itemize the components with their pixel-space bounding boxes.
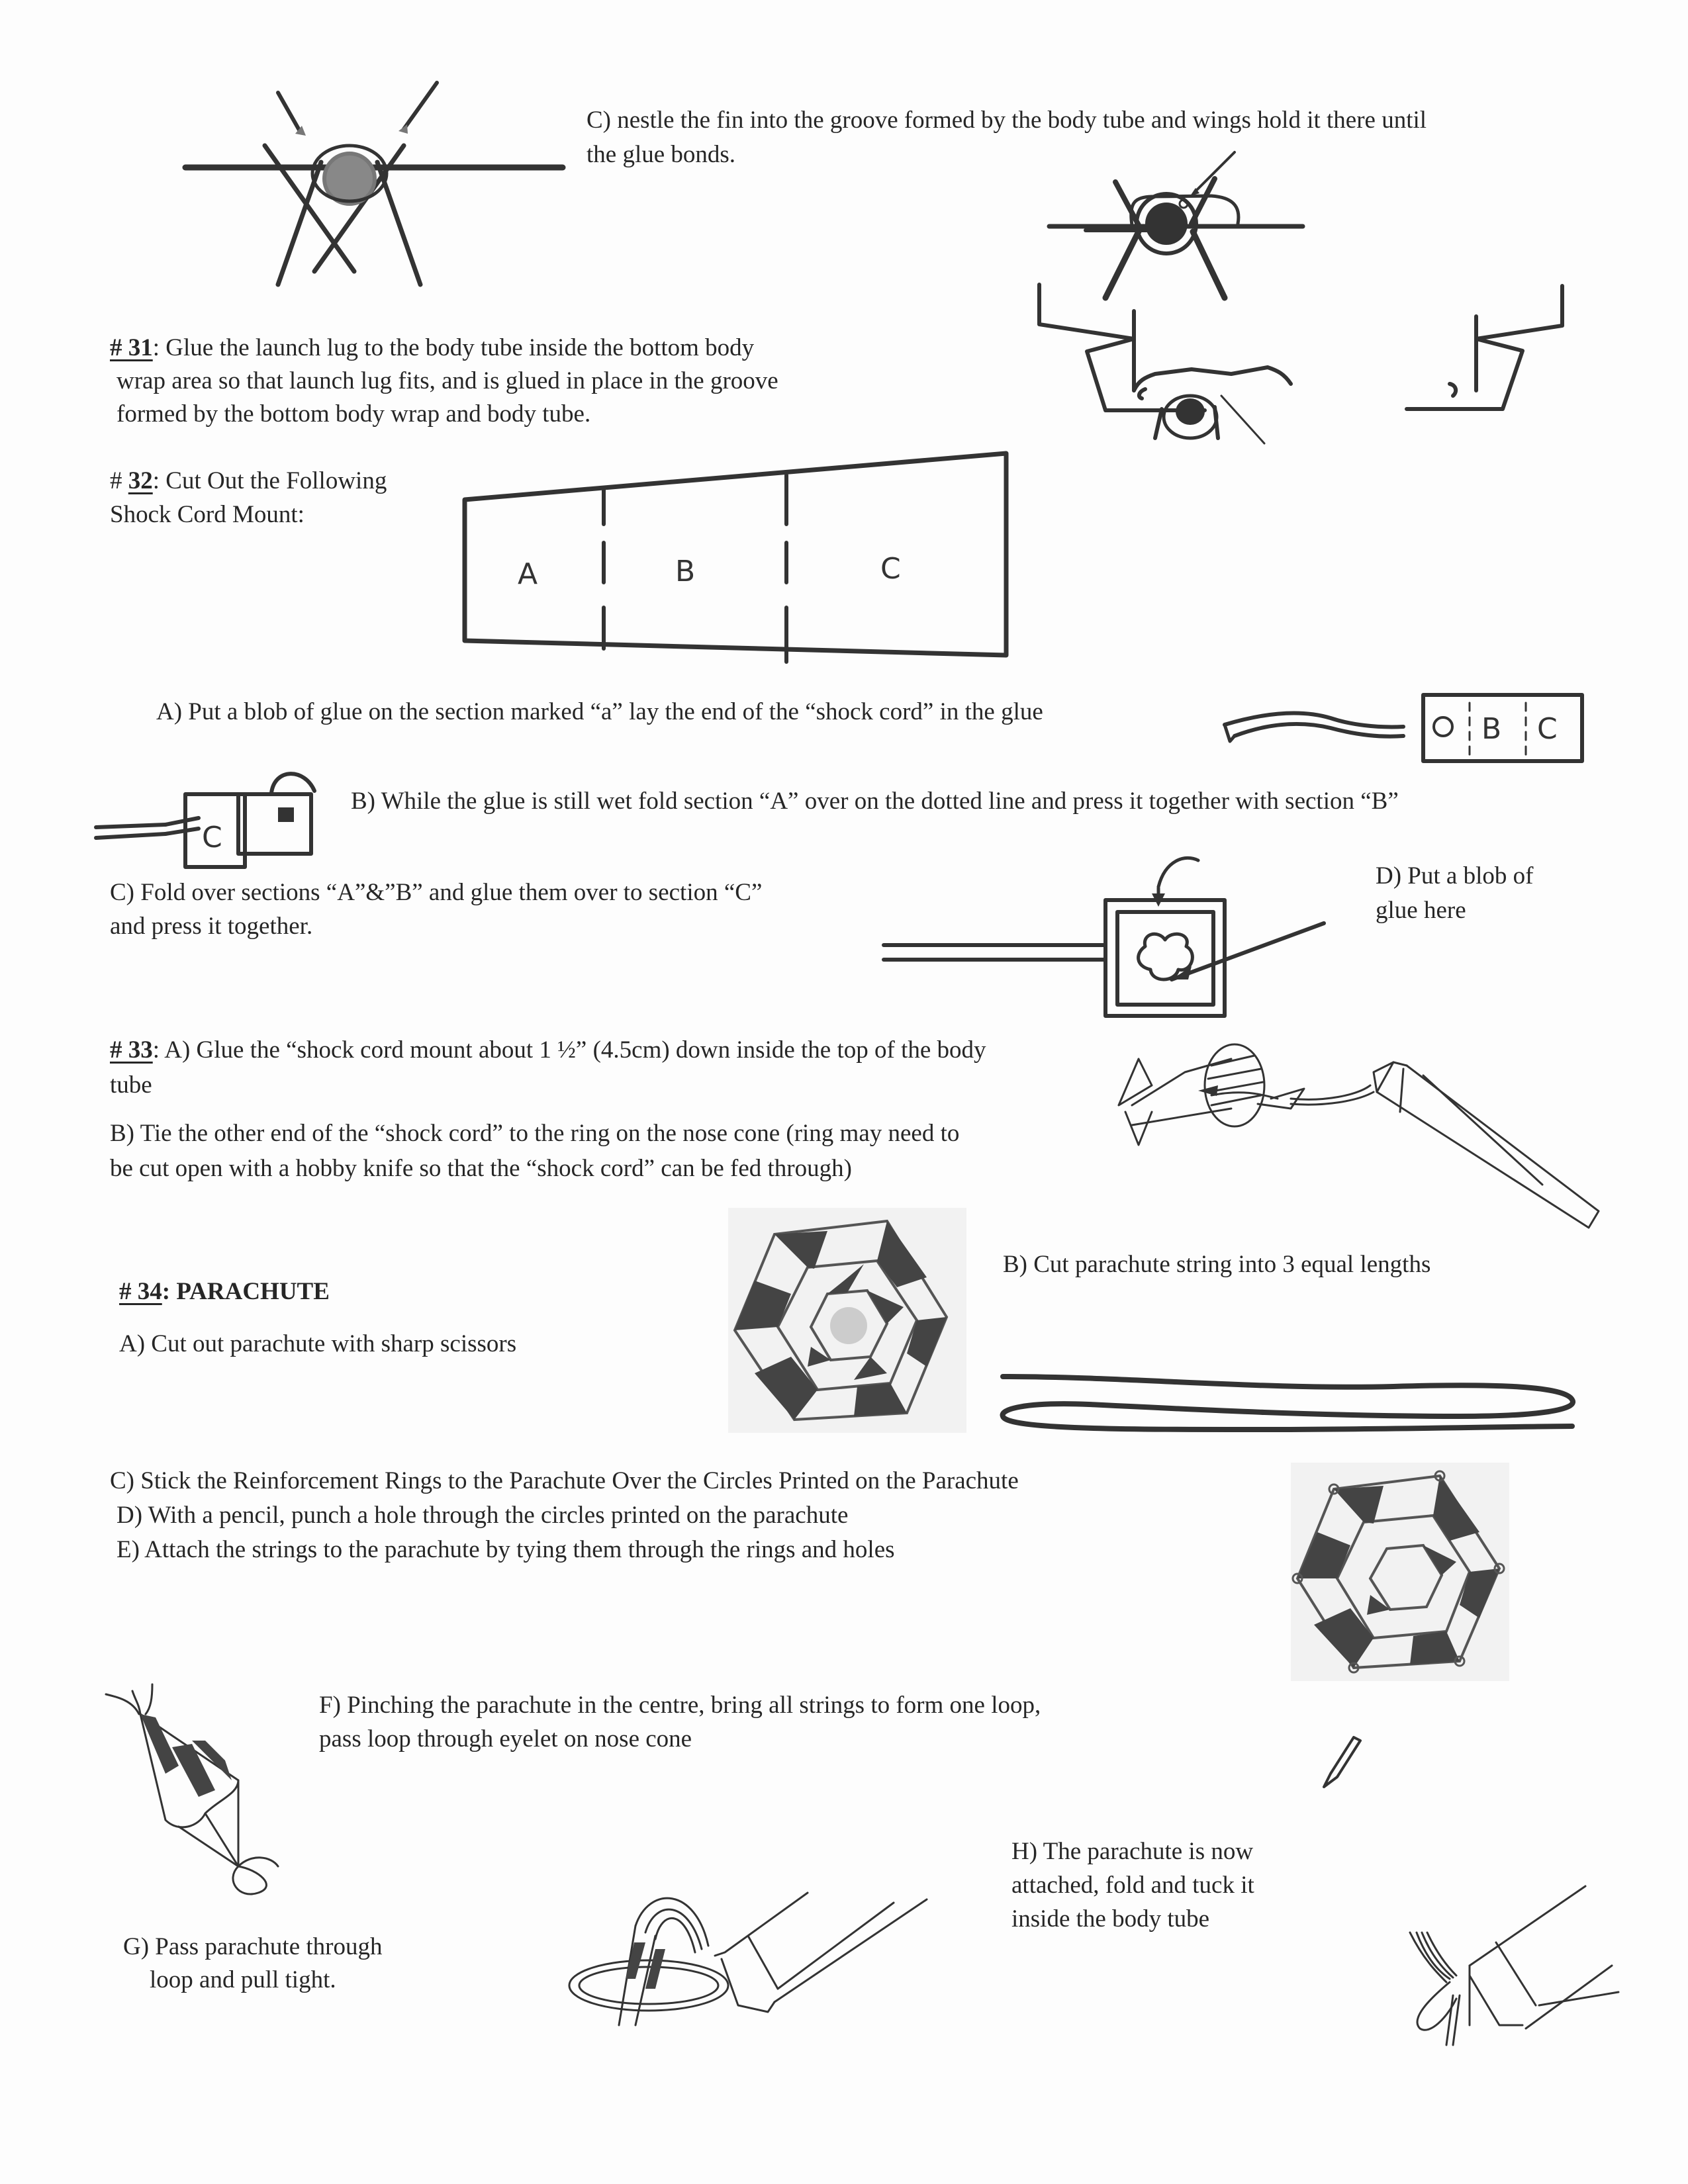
step34-c-text: C) Stick the Reinforcement Rings to the Parachute Over the Circles Printed on the Parachute	[110, 1467, 1019, 1494]
step34-h-line3: inside the body tube	[1011, 1905, 1210, 1933]
step34-g-line1: G) Pass parachute through	[123, 1933, 383, 1960]
step34-h-line1: H) The parachute is now	[1011, 1838, 1254, 1865]
step32-line1	[110, 464, 387, 498]
template-label-b: B	[675, 555, 696, 588]
step33-a-line1	[110, 1033, 986, 1067]
cord-on-section-a-illustration	[1218, 688, 1589, 774]
rocket-launch-lug-illustration	[1013, 146, 1582, 662]
fold-label-c: C	[202, 821, 222, 854]
shock-cord-mount-template	[457, 450, 1013, 662]
parachute-loop-pull-illustration	[556, 1873, 947, 2038]
step34-title	[119, 1275, 330, 1308]
step30c-text-line1: C) nestle the fin into the groove formed by the body tube and wings hold it there until	[586, 107, 1427, 134]
parachute-tucked-illustration	[1383, 1866, 1635, 2052]
parachute-with-rings-illustration	[1291, 1463, 1509, 1794]
body-tube-nose-cone-illustration	[1112, 1032, 1602, 1218]
step34-b-text: B) Cut parachute string into 3 equal lengths	[1003, 1251, 1431, 1278]
small-label-c: C	[1537, 712, 1558, 746]
small-label-b: B	[1481, 712, 1502, 746]
step32-line2: Shock Cord Mount:	[110, 501, 305, 528]
parachute-string-illustration	[996, 1363, 1579, 1443]
step32-b-text: B) While the glue is still wet fold section “A” over on the dotted line and press it together with section “B”	[351, 788, 1399, 815]
step31-line1	[110, 331, 754, 365]
step34-f-line2: pass loop through eyelet on nose cone	[319, 1725, 692, 1752]
step32-line1-text: : Cut Out the Following	[152, 467, 387, 494]
fold-section-a-illustration	[93, 754, 331, 854]
step32-d-line2: glue here	[1376, 897, 1466, 924]
step34-number: # 34	[119, 1278, 162, 1305]
template-label-a: A	[518, 557, 538, 591]
step33-a-line2: tube	[110, 1071, 152, 1099]
fin-groove-illustration	[179, 73, 576, 304]
step34-a-text: A) Cut out parachute with sharp scissors	[119, 1330, 517, 1357]
step34-d-text: D) With a pencil, punch a hole through the circles printed on the parachute	[117, 1502, 849, 1529]
step31-number: # 31	[110, 334, 153, 361]
step34-f-line1: F) Pinching the parachute in the centre, bring all strings to form one loop,	[319, 1692, 1041, 1719]
step34-h-line2: attached, fold and tuck it	[1011, 1872, 1254, 1899]
parachute-template-illustration	[728, 1208, 966, 1433]
step31-line3: formed by the bottom body wrap and body tube.	[117, 400, 591, 428]
step33-b-line1: B) Tie the other end of the “shock cord” to the ring on the nose cone (ring may need to	[110, 1120, 960, 1147]
step32-number: 32	[128, 467, 153, 494]
step34-g-line2: loop and pull tight.	[150, 1966, 336, 1993]
step32-d-line1: D) Put a blob of	[1376, 862, 1534, 889]
step33-number: # 33	[110, 1036, 153, 1064]
step34-e-text: E) Attach the strings to the parachute by tying them through the rings and holes	[117, 1536, 895, 1563]
template-label-c: C	[880, 552, 901, 586]
step30c-text-line2: the glue bonds.	[586, 141, 736, 168]
step31-line1-text: : Glue the launch lug to the body tube inside the bottom body	[152, 334, 755, 361]
folded-parachute-illustration	[99, 1681, 311, 1913]
step32-c-line1: C) Fold over sections “A”&”B” and glue them over to section “C”	[110, 879, 763, 906]
step33-a-line1-text: : A) Glue the “shock cord mount about 1 ½” (4.5cm) down inside the top of the body	[152, 1036, 986, 1064]
step32-c-line2: and press it together.	[110, 913, 313, 940]
step31-line2: wrap area so that launch lug fits, and is glued in place in the groove	[117, 367, 778, 394]
step34-title-text: : PARACHUTE	[162, 1278, 330, 1305]
step32-a-text: A) Put a blob of glue on the section marked “a” lay the end of the “shock cord” in the glue	[156, 698, 1043, 725]
glue-blob-mount-illustration	[880, 847, 1337, 1019]
step32-number-prefix: #	[110, 467, 128, 494]
step33-b-line2: be cut open with a hobby knife so that the “shock cord” can be fed through)	[110, 1155, 852, 1182]
